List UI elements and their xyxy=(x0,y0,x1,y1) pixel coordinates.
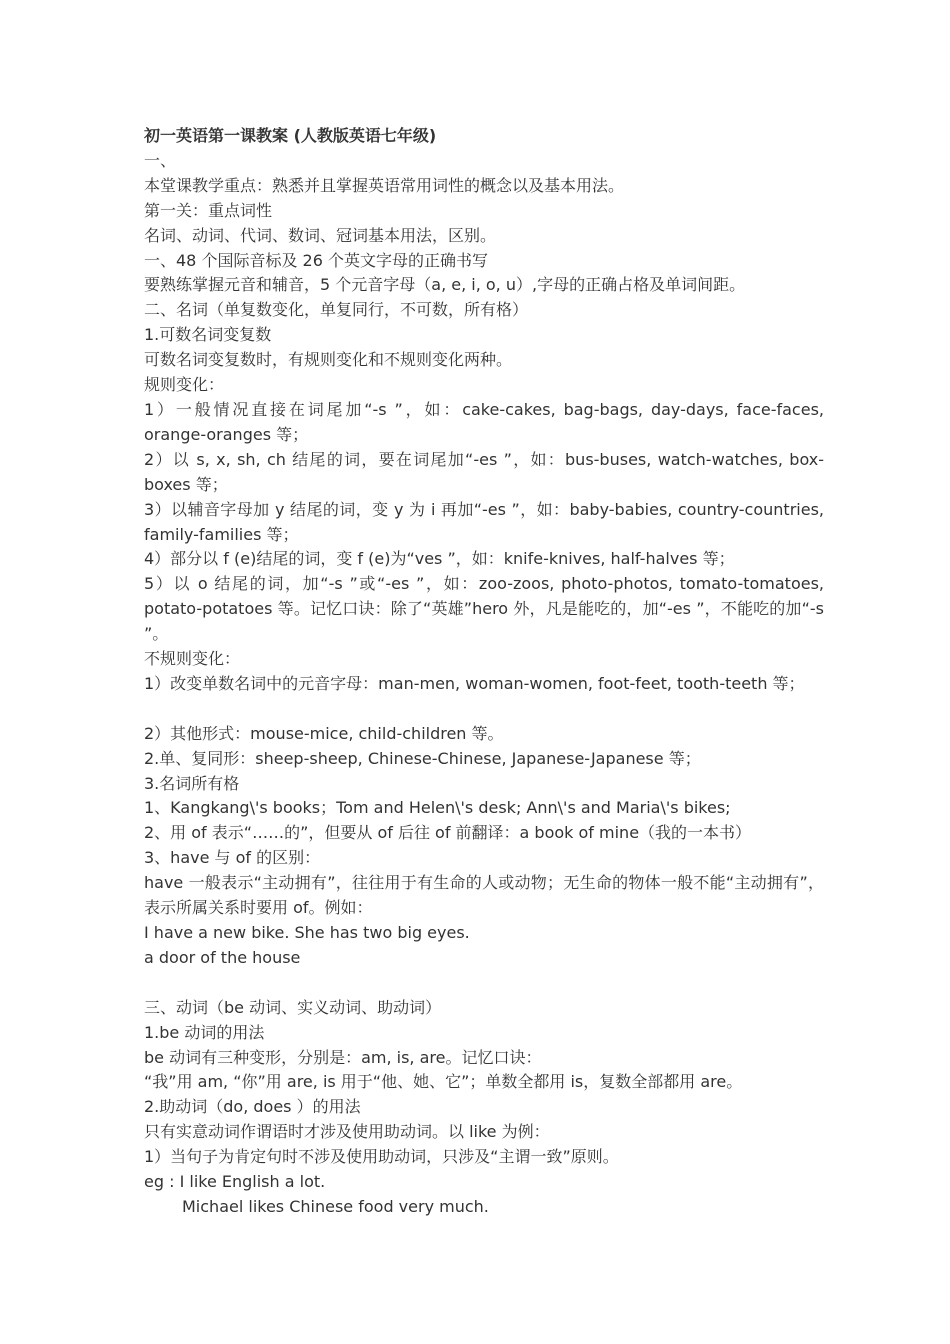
blank-line xyxy=(144,971,824,996)
irregular-2: 2）其他形式：mouse-mice, child-children 等。 xyxy=(144,723,504,743)
aux-intro: 只有实意动词作谓语时才涉及使用助动词。以 like 为例： xyxy=(144,1122,550,1142)
phonetics-heading: 一、48 个国际音标及 26 个英文字母的正确书写 xyxy=(144,250,488,270)
word-classes: 名词、动词、代词、数词、冠词基本用法，区别。 xyxy=(144,225,497,245)
example-michael: Michael likes Chinese food very much. xyxy=(182,1196,489,1216)
blank-line xyxy=(144,697,824,722)
be-rhyme: “我”用 am, “你”用 are, is 用于“他、她、它”；单数全都用 is，复数全部都用 are。 xyxy=(144,1072,743,1092)
have-explanation: have 一般表示“主动拥有”，往往用于有生命的人或动物；无生命的物体一般不能“主动拥有”，表示所属关系时要用 of。例如： xyxy=(144,873,824,918)
plural-heading: 1.可数名词变复数 xyxy=(144,325,272,345)
rule-5: 5）以 o 结尾的词，加“-s ”或“-es ”，如：zoo-zoos, photo-photos, tomato-tomatoes, potato-potatoes 等。记忆口诀：除了“英雄”hero 外，凡是能吃的，加“-es ”，不能吃的加“-s ”。 xyxy=(144,574,824,644)
vowels-line: 要熟练掌握元音和辅音，5 个元音字母（a, e, i, o, u）,字母的正确占格及单词间距。 xyxy=(144,275,746,295)
possessive-heading: 3.名词所有格 xyxy=(144,773,240,793)
irregular-1: 1）改变单数名词中的元音字母：man-men, woman-women, foot-feet, tooth-teeth 等； xyxy=(144,673,805,693)
be-heading: 1.be 动词的用法 xyxy=(144,1022,265,1042)
regular-heading: 规则变化： xyxy=(144,375,225,395)
rule-3: 3）以辅音字母加 y 结尾的词，变 y 为 i 再加“-es ”，如：baby-babies, country-countries, family-families 等； xyxy=(144,499,824,544)
possessive-3: 3、have 与 of 的区别： xyxy=(144,848,321,868)
possessive-2: 2、用 of 表示“……的”，但要从 of 后往 of 前翻译：a book of mine（我的一本书） xyxy=(144,823,752,843)
aux-heading: 2.助动词（do, does ）的用法 xyxy=(144,1097,361,1117)
level-heading: 第一关：重点词性 xyxy=(144,200,273,220)
rule-2: 2）以 s, x, sh, ch 结尾的词，要在词尾加“-es ”，如：bus-buses, watch-watches, box-boxes 等； xyxy=(144,449,824,494)
example-of: a door of the house xyxy=(144,947,301,967)
be-forms: be 动词有三种变形，分别是：am, is, are。记忆口诀： xyxy=(144,1047,542,1067)
plural-intro: 可数名词变复数时，有规则变化和不规则变化两种。 xyxy=(144,350,513,370)
rule-1: 1）一般情况直接在词尾加“-s ”，如：cake-cakes, bag-bags, day-days, face-faces, orange-oranges 等； xyxy=(144,399,824,444)
same-form: 2.单、复同形：sheep-sheep, Chinese-Chinese, Japanese-Japanese 等； xyxy=(144,748,701,768)
section-marker: 一、 xyxy=(144,150,177,170)
example-eg: eg : I like English a lot. xyxy=(144,1172,326,1192)
rule-4: 4）部分以 f (e)结尾的词，变 f (e)为“ves ”，如：knife-knives, half-halves 等； xyxy=(144,549,735,569)
document-title: 初一英语第一课教案 (人教版英语七年级) xyxy=(144,126,437,145)
verb-heading: 三、动词（be 动词、实义动词、助动词） xyxy=(144,997,442,1017)
noun-heading: 二、名词（单复数变化，单复同行，不可数，所有格） xyxy=(144,300,529,320)
aux-rule-1: 1）当句子为肯定句时不涉及使用助动词，只涉及“主谓一致”原则。 xyxy=(144,1147,619,1167)
irregular-heading: 不规则变化： xyxy=(144,649,241,669)
document-page xyxy=(144,124,824,1220)
possessive-1: 1、Kangkang\'s books；Tom and Helen\'s desk; Ann\'s and Maria\'s bikes; xyxy=(144,798,731,818)
teaching-focus: 本堂课教学重点：熟悉并且掌握英语常用词性的概念以及基本用法。 xyxy=(144,175,625,195)
example-have: I have a new bike. She has two big eyes. xyxy=(144,922,470,942)
